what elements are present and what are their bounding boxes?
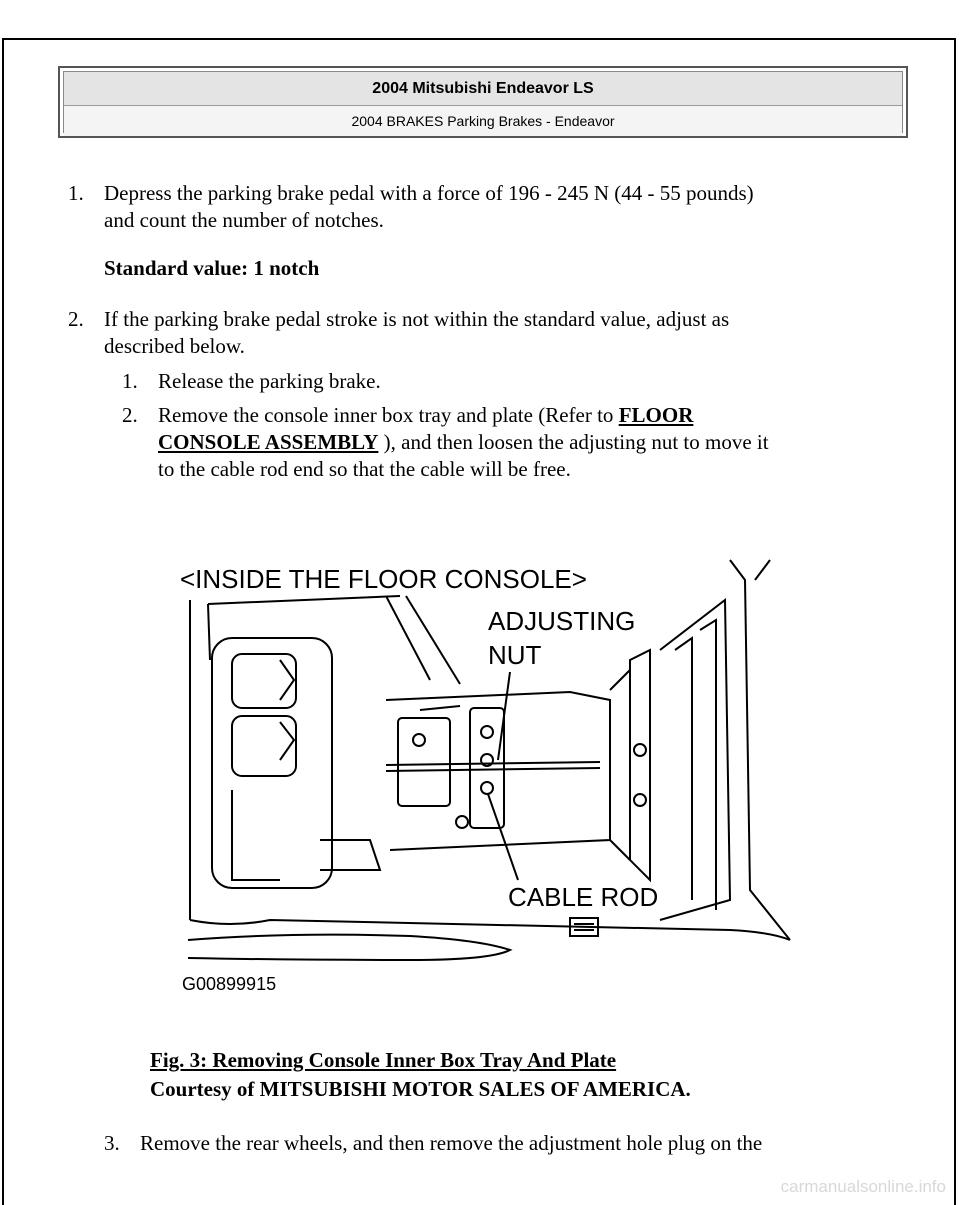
watermark: carmanualsonline.info — [780, 1177, 946, 1196]
figure-code: G00899915 — [182, 974, 277, 994]
floor-console-diagram — [170, 540, 810, 1008]
step-3-number: 3. — [104, 1131, 120, 1155]
step-2-line-1: If the parking brake pedal stroke is not within the standard value, adjust as — [104, 307, 730, 331]
standard-value: Standard value: 1 notch — [104, 256, 320, 280]
label-cable-rod: CABLE ROD — [508, 882, 659, 912]
header-subtitle: 2004 BRAKES Parking Brakes - Endeavor — [64, 106, 902, 136]
substep-2-number: 2. — [122, 403, 138, 427]
substep-2-text-post: ), and then loosen the adjusting nut to move it — [378, 430, 769, 454]
step-1-line-2: and count the number of notches. — [104, 208, 384, 232]
diagram-heading: <INSIDE THE FLOOR CONSOLE> — [180, 564, 587, 594]
document-header — [58, 66, 908, 138]
figure-caption-title: Fig. 3: Removing Console Inner Box Tray And Plate — [150, 1048, 617, 1072]
substep-2-line-3: to the cable rod end so that the cable will be free. — [158, 457, 571, 481]
substep-2-text-pre: Remove the console inner box tray and plate (Refer to — [158, 403, 619, 427]
substep-2-line-1 — [158, 402, 693, 429]
floor-console-link-part-1[interactable]: FLOOR — [618, 403, 694, 427]
figure-caption-courtesy: Courtesy of MITSUBISHI MOTOR SALES OF AMERICA. — [150, 1077, 691, 1101]
floor-console-link-part-2[interactable]: CONSOLE ASSEMBLY — [158, 430, 379, 454]
label-nut: NUT — [488, 640, 542, 670]
step-2-line-2: described below. — [104, 334, 245, 358]
step-1-line-1: Depress the parking brake pedal with a force of 196 - 245 N (44 - 55 pounds) — [104, 181, 754, 205]
header-title: 2004 Mitsubishi Endeavor LS — [64, 72, 902, 106]
step-1-number: 1. — [68, 181, 84, 205]
step-2-number: 2. — [68, 307, 84, 331]
substep-1-text: Release the parking brake. — [158, 369, 381, 393]
step-3-line-1: Remove the rear wheels, and then remove the adjustment hole plug on the — [140, 1131, 763, 1155]
substep-1-number: 1. — [122, 369, 138, 393]
substep-2-line-2 — [158, 429, 769, 456]
label-adjusting: ADJUSTING — [488, 606, 636, 636]
